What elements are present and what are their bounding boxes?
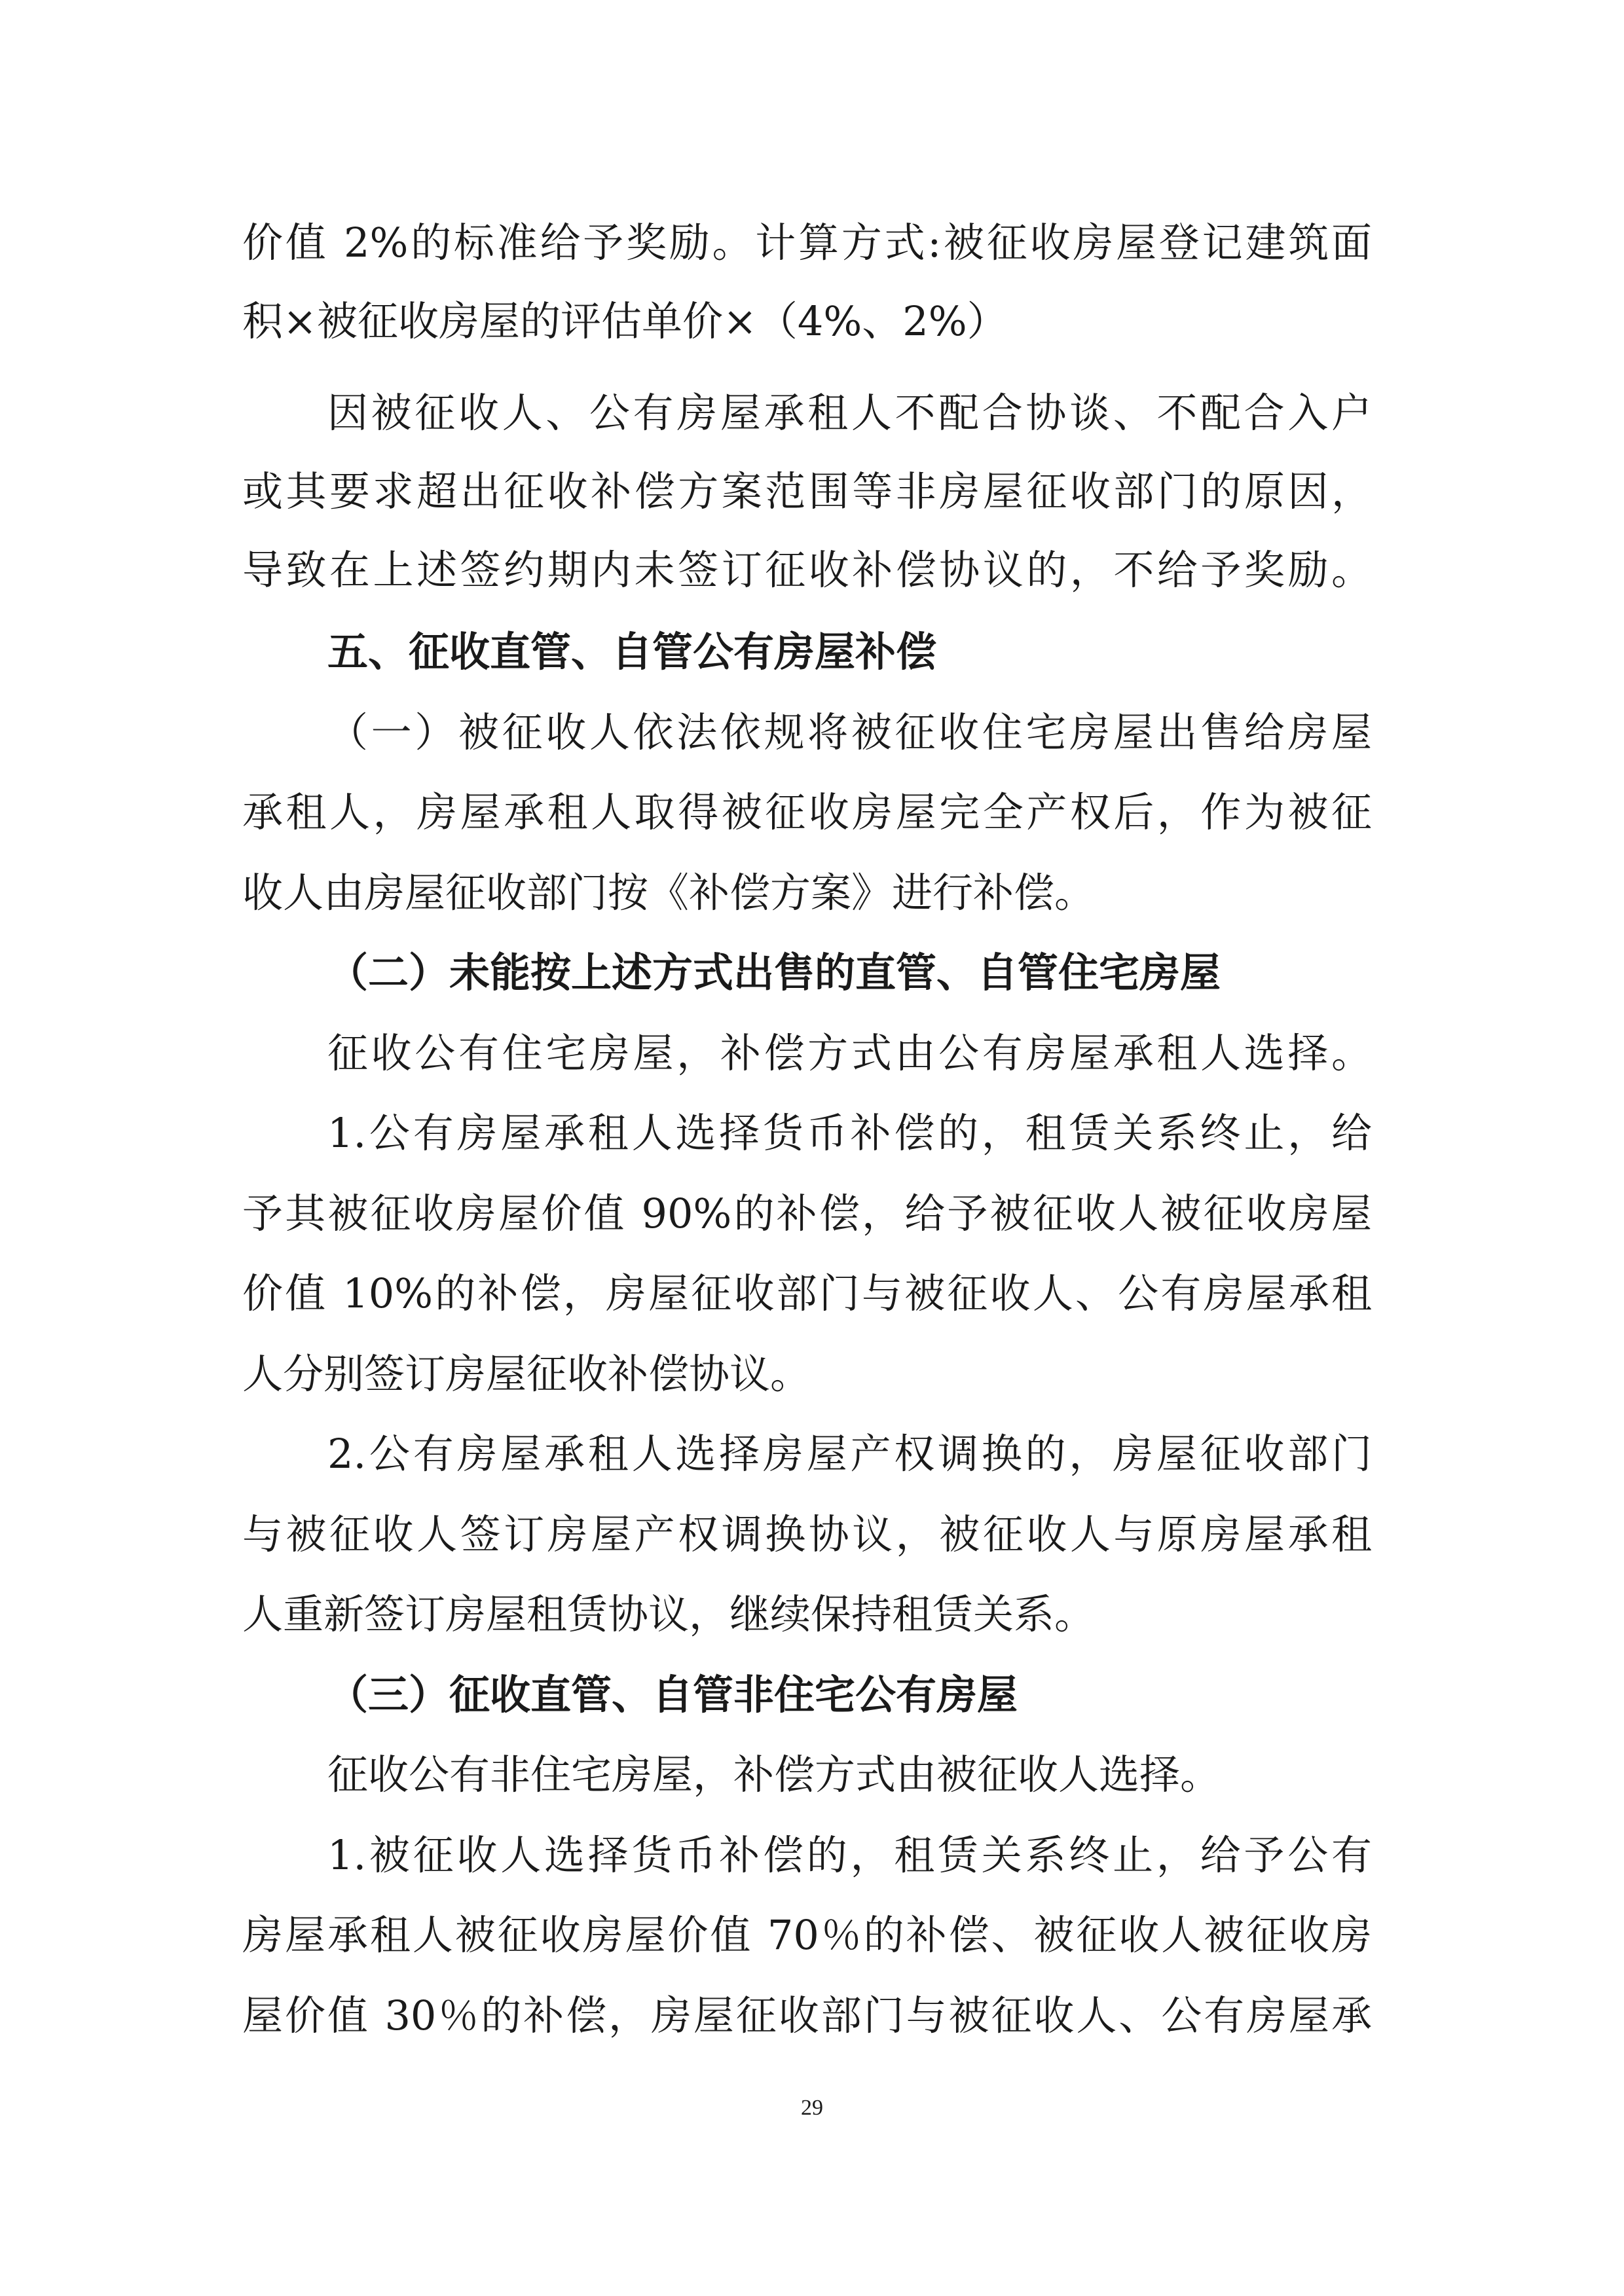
- text-line-21: 1.被征收人选择货币补偿的，租赁关系终止，给予公有: [327, 1831, 1372, 1879]
- subsection-heading-2: （二）未能按上述方式出售的直管、自管住宅房屋: [327, 949, 1221, 996]
- text-line-9: 收人由房屋征收部门按《补偿方案》进行补偿。: [242, 869, 1096, 917]
- subsection-heading-3: （三）征收直管、自管非住宅公有房屋: [327, 1671, 1018, 1719]
- text-line-3: 因被征收人、公有房屋承租人不配合协谈、不配合入户: [327, 389, 1372, 437]
- text-line-1: 价值 2%的标准给予奖励。计算方式:被征收房屋登记建筑面: [242, 219, 1372, 266]
- text-line-7: （一）被征收人依法依规将被征收住宅房屋出售给房屋: [327, 708, 1372, 756]
- text-line-2: 积×被征收房屋的评估单价×（4%、2%）: [242, 297, 1008, 345]
- page-number: 29: [801, 2096, 823, 2120]
- text-line-17: 与被征收人签订房屋产权调换协议，被征收人与原房屋承租: [242, 1510, 1372, 1558]
- section-heading-5: 五、征收直管、自管公有房屋补偿: [327, 628, 937, 676]
- text-line-4: 或其要求超出征收补偿方案范围等非房屋征收部门的原因，: [242, 467, 1372, 515]
- text-line-13: 予其被征收房屋价值 90%的补偿，给予被征收人被征收房屋: [242, 1190, 1372, 1237]
- text-line-11: 征收公有住宅房屋，补偿方式由公有房屋承租人选择。: [327, 1029, 1372, 1077]
- text-line-14: 价值 10%的补偿，房屋征收部门与被征收人、公有房屋承租: [242, 1269, 1372, 1317]
- text-line-18: 人重新签订房屋租赁协议，继续保持租赁关系。: [242, 1590, 1096, 1638]
- text-line-5: 导致在上述签约期内未签订征收补偿协议的，不给予奖励。: [242, 546, 1372, 594]
- text-line-12: 1.公有房屋承租人选择货币补偿的，租赁关系终止，给: [327, 1109, 1372, 1157]
- text-line-23: 屋价值 30％的补偿，房屋征收部门与被征收人、公有房屋承: [242, 1992, 1372, 2039]
- text-line-15: 人分别签订房屋征收补偿协议。: [242, 1350, 811, 1398]
- text-line-8: 承租人，房屋承租人取得被征收房屋完全产权后，作为被征: [242, 788, 1372, 836]
- text-line-22: 房屋承租人被征收房屋价值 70％的补偿、被征收人被征收房: [242, 1911, 1372, 1959]
- text-line-20: 征收公有非住宅房屋，补偿方式由被征收人选择。: [327, 1751, 1221, 1798]
- text-line-16: 2.公有房屋承租人选择房屋产权调换的，房屋征收部门: [327, 1430, 1372, 1478]
